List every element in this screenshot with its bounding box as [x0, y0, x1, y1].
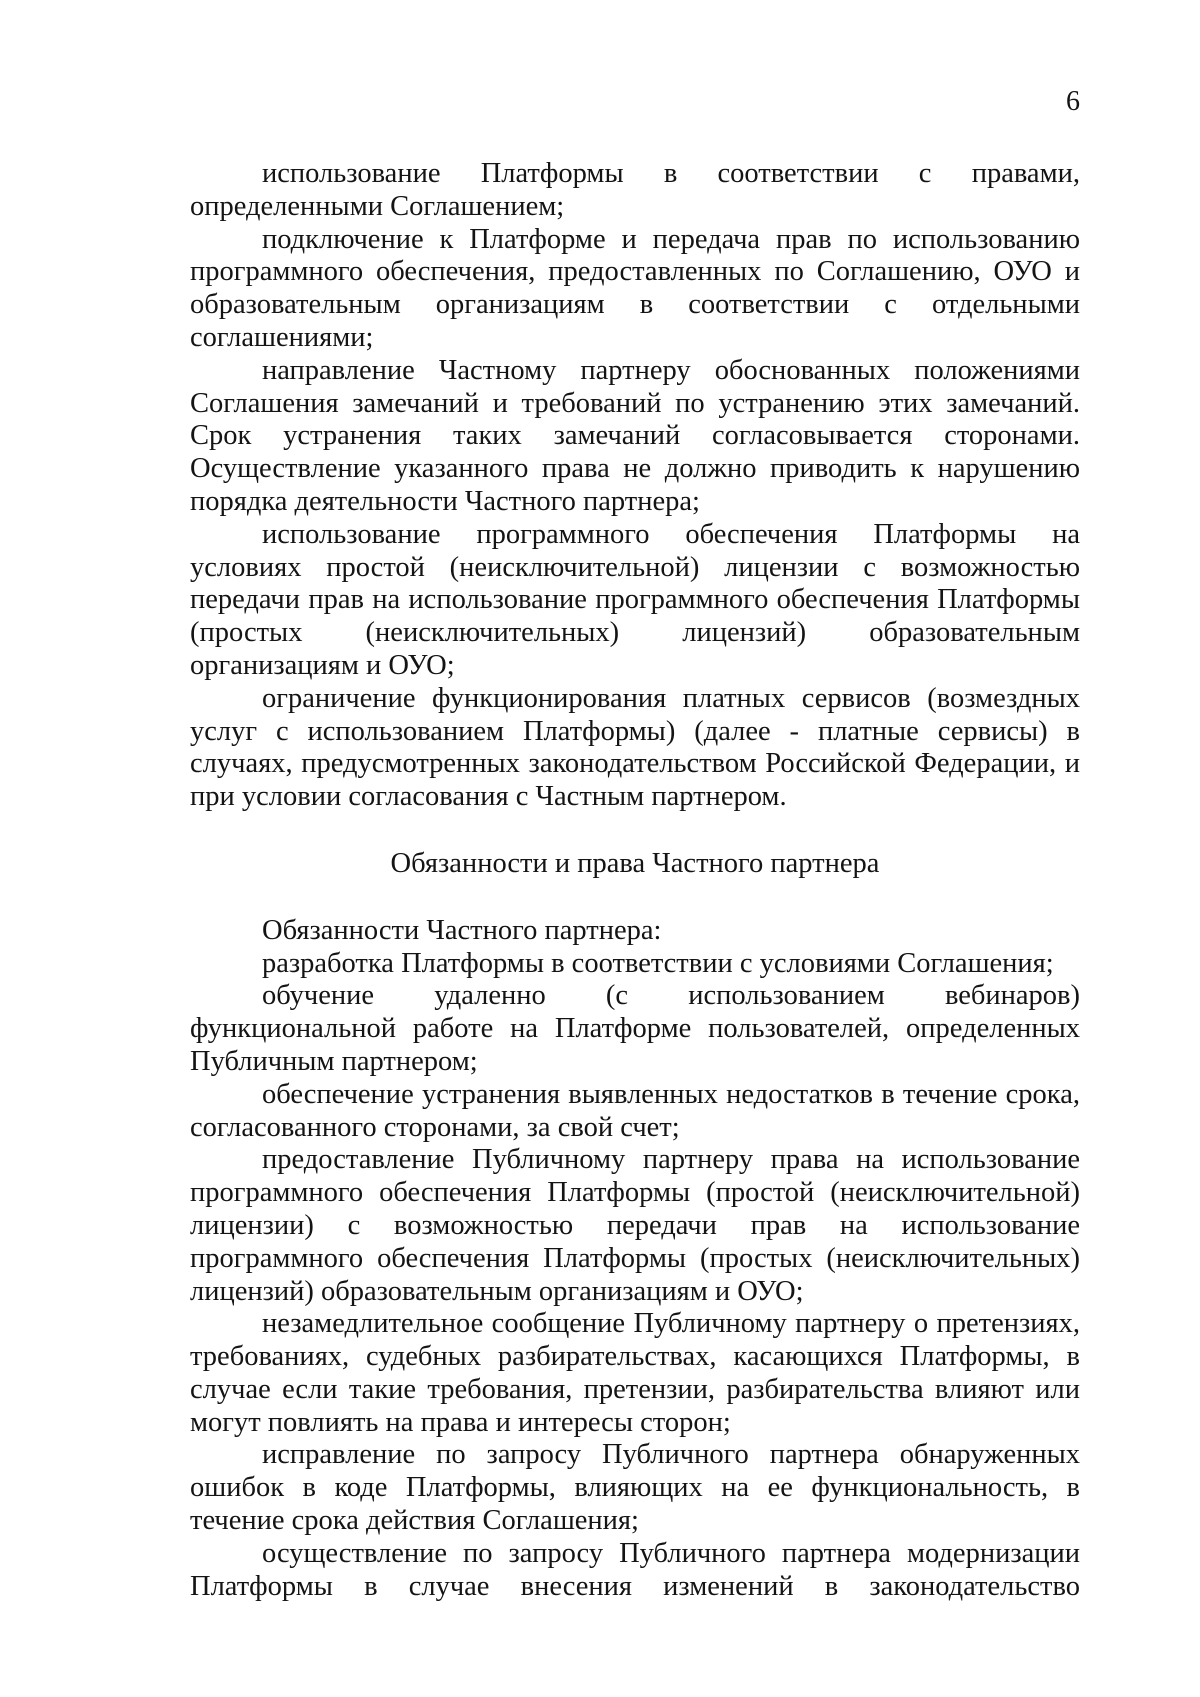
section-heading: Обязанности и права Частного партнера: [390, 847, 880, 879]
paragraph-license-provision: предоставление Публичному партнеру права на использование программного обеспечения Платформы (простой (неисключительной) лицензии) с возможностью передачи прав на использование программного обеспечения Платформы (простых (неисключительных) лицензий) образовательным организациям и ОУО;: [190, 1144, 1080, 1307]
paragraph-software-license-use: использование программного обеспечения Платформы на условиях простой (неисключительной) лицензии с возможностью передачи прав на использование программного обеспечения Платформы (простых (неисключительных) лицензий) образовательным организациям и ОУО;: [190, 518, 1080, 681]
paragraph-connection-and-rights-transfer: подключение к Платформе и передача прав по использованию программного обеспечения, предоставленных по Соглашению, ОУО и образовательным организациям в соответствии с отдельными соглашениями;: [190, 223, 1080, 353]
paragraph-platform-use-rights: использование Платформы в соответствии с правами, определенными Соглашением;: [190, 158, 1080, 222]
paragraph-remarks-to-private-partner: направление Частному партнеру обоснованных положениями Соглашения замечаний и требований по устранению этих замечаний. Срок устранения таких замечаний согласовывается сторонами. Осуществление указанного права не должно приводить к нарушению порядка деятельности Частного партнера;: [190, 354, 1080, 517]
paragraph-platform-modernization: осуществление по запросу Публичного партнера модернизации Платформы в случае внесения изменений в законодательство: [190, 1537, 1080, 1602]
paragraph-user-training: обучение удаленно (с использованием вебинаров) функциональной работе на Платформе пользователей, определенных Публичным партнером;: [190, 980, 1080, 1077]
document-body: [190, 158, 1080, 1603]
paragraph-defect-elimination: обеспечение устранения выявленных недостатков в течение срока, согласованного сторонами, за свой счет;: [190, 1078, 1080, 1143]
page-number: 6: [1066, 86, 1080, 117]
paragraph-claims-notification: незамедлительное сообщение Публичному партнеру о претензиях, требованиях, судебных разбирательствах, касающихся Платформы, в случае если такие требования, претензии, разбирательства влияют или могут повлиять на права и интересы сторон;: [190, 1308, 1080, 1438]
paragraph-paid-services-restriction: ограничение функционирования платных сервисов (возмездных услуг с использованием Платформы) (далее - платные сервисы) в случаях, предусмотренных законодательством Российской Федерации, и при условии согласования с Частным партнером.: [190, 682, 1080, 813]
paragraph-platform-development: разработка Платформы в соответствии с условиями Соглашения;: [262, 947, 1054, 979]
paragraph-obligations-intro: Обязанности Частного партнера:: [262, 914, 662, 946]
paragraph-error-correction: исправление по запросу Публичного партнера обнаруженных ошибок в коде Платформы, влияющих на ее функциональность, в течение срока действия Соглашения;: [190, 1439, 1080, 1537]
